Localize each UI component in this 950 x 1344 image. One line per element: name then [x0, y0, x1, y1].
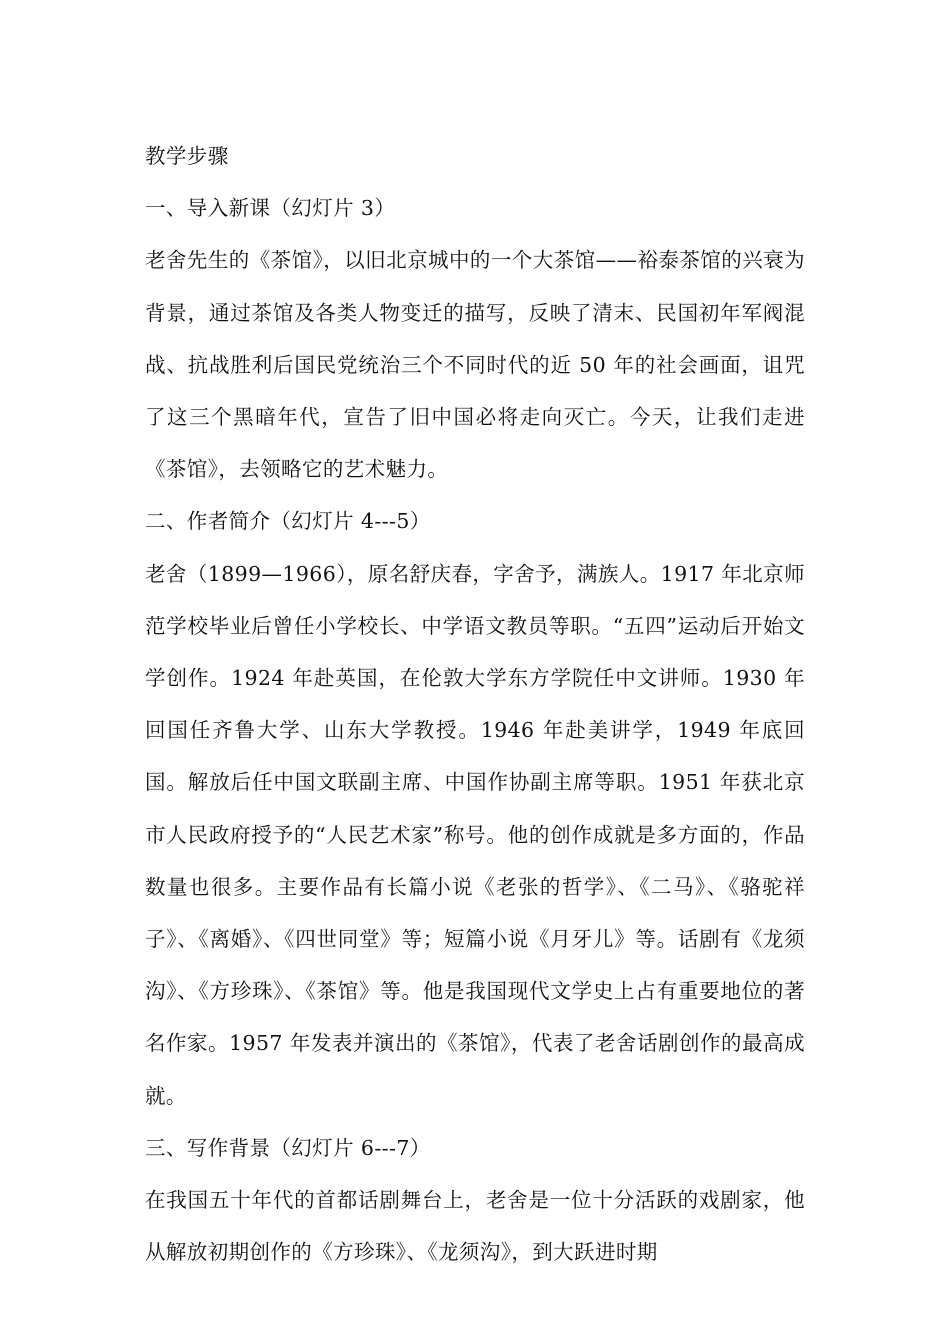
section-1-heading: 一、导入新课（幻灯片 3）: [145, 196, 396, 221]
section-2-heading: 二、作者简介（幻灯片 4---5）: [145, 509, 431, 534]
section-2-paragraph: 老舍（1899—1966），原名舒庆春，字舍予，满族人。1917 年北京师范学校毕业后曾任小学校长、中学语文教员等职。“五四”运动后开始文学创作。1924 年赴英国，在伦敦大学东方学院任中文讲师。1930 年回国任齐鲁大学、山东大学教授。1946 年赴美讲学，1949 年底回国。解放后任中国文联副主席、中国作协副主席等职。1951 年获北京市人民政府授予的“人民艺术家”称号。他的创作成就是多方面的，作品数量也很多。主要作品有长篇小说《老张的哲学》、《二马》、《骆驼祥子》、《离婚》、《四世同堂》等；短篇小说《月牙儿》等。话剧有《龙须沟》、《方珍珠》、《茶馆》等。他是我国现代文学史上占有重要地位的著名作家。1957 年发表并演出的《茶馆》，代表了老舍话剧创作的最高成就。: [145, 561, 805, 1108]
document-body: [145, 130, 805, 1278]
section-3-paragraph: 在我国五十年代的首都话剧舞台上，老舍是一位十分活跃的戏剧家，他从解放初期创作的《方珍珠》、《龙须沟》，到大跃进时期: [145, 1188, 805, 1265]
teaching-steps-heading: 教学步骤: [145, 144, 229, 168]
section-3-heading: 三、写作背景（幻灯片 6---7）: [145, 1135, 431, 1160]
section-1-paragraph: 老舍先生的《茶馆》，以旧北京城中的一个大茶馆——裕泰茶馆的兴衰为背景，通过茶馆及各类人物变迁的描写，反映了清末、民国初年军阀混战、抗战胜利后国民党统治三个不同时代的近 50 年的社会画面，诅咒了这三个黑暗年代，宣告了旧中国必将走向灭亡。今天，让我们走进《茶馆》，去领略它的艺术魅力。: [145, 248, 805, 482]
